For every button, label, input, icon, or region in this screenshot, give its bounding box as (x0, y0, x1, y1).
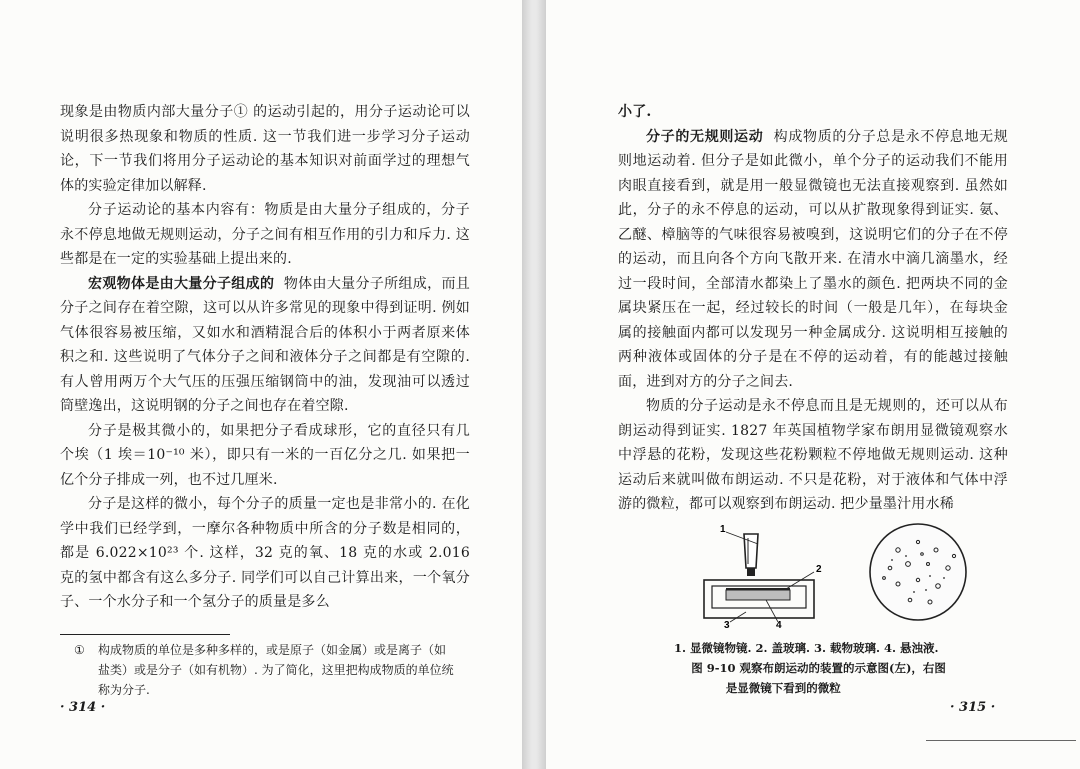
scan-artifact-line (926, 740, 1076, 741)
left-paragraph-2: 分子运动论的基本内容有：物质是由大量分子组成的，分子永不停息地做无规则运动，分子之间有相互作用的引力和斥力. 这些都是在一定的实验基础上提出来的. (60, 202, 470, 267)
footnote-text: 构成物质的单位是多种多样的，或是原子（如金属）或是离子（如盐类）或是分子（如有机物）. 为了简化，这里把构成物质的单位统称为分子. (98, 643, 454, 697)
figure-label-1: 1 (720, 524, 726, 535)
page-number-right: · 315 · (950, 700, 996, 715)
caption-continuation: 是显微镜下看到的微粒 (725, 681, 841, 695)
left-page (0, 0, 522, 769)
left-text-column (60, 100, 470, 615)
figure-caption (674, 638, 994, 698)
heading-random-motion: 分子的无规则运动 (646, 128, 764, 145)
footnote-divider (60, 634, 230, 635)
right-paragraph-1: 小了. (618, 104, 652, 120)
heading-macro-objects: 宏观物体是由大量分子组成的 (88, 275, 275, 292)
right-paragraph-2-body: 构成物质的分子总是永不停息地无规则地运动着. 但分子是如此微小，单个分子的运动我们不能用肉眼直接看到，就是用一般显微镜也无法直接观察到. 虽然如此，分子的永不停息的运动，可以从扩散现象得到证实. 氨、乙醚、樟脑等的气味很容易被嗅到，这说明它们的分子在不停的运动，而且向各个方向飞散开来. 在清水中滴几滴墨水，经过一段时间，全部清水都染上了墨水的颜色. 把两块不同的金属块紧压在一起，经过较长的时间（一般是几年），在每块金属的接触面内都可以发现另一种金属成分. 这说明相互接触的两种液体或固体的分子是在不停的运动着，有的能越过接触面，进到对方的分子之间去. (618, 128, 1008, 390)
microscope-view-circle (870, 524, 966, 620)
figure-9-10 (686, 520, 986, 630)
figure-label-3: 3 (724, 620, 730, 630)
footnote-mark: ① (74, 643, 85, 657)
book-gutter (522, 0, 546, 769)
caption-parts: 1. 显微镜物镜. 2. 盖玻璃. 3. 载物玻璃. 4. 悬浊液. (674, 641, 939, 655)
left-paragraph-3-body: 物体由大量分子所组成，而且分子之间存在着空隙，这可以从许多常见的现象中得到证明. 例如气体很容易被压缩，又如水和酒精混合后的体积小于两者原来体积之和. 这些说明了气体分子之间和液体分子之间都是有空隙的. 有人曾用两万个大气压的压强压缩钢筒中的油，发现油可以透过筒壁逸出，这说明钢的分子之间也存在着空隙. (60, 275, 470, 414)
brownian-apparatus-diagram (686, 520, 986, 630)
microscope-objective-icon (744, 534, 758, 576)
slide-stage (704, 580, 814, 618)
figure-label-2: 2 (816, 564, 822, 575)
page-number-left: · 314 · (60, 700, 106, 715)
left-paragraph-1: 现象是由物质内部大量分子① 的运动引起的，用分子运动论可以说明很多热现象和物质的性质. 这一节我们进一步学习分子运动论，下一节我们将用分子运动论的基本知识对前面学过的理想气体的实验定律加以解释. (60, 104, 470, 194)
right-paragraph-2 (618, 125, 1008, 395)
left-paragraph-5: 分子是这样的微小，每个分子的质量一定也是非常小的. 在化学中我们已经学到，一摩尔各种物质中所含的分子数是相同的，都是 6.022×10²³ 个. 这样，32 克的氧、18 克的水或 2.016 克的氢中都含有这么多分子. 同学们可以自己计算出来，一个氧分子、一个水分子和一个氢分子的质量是多么 (60, 496, 470, 610)
right-text-column (618, 100, 1008, 517)
right-page (546, 0, 1080, 769)
right-paragraph-3: 物质的分子运动是永不停息而且是无规则的，还可以从布朗运动得到证实. 1827 年英国植物学家布朗用显微镜观察水中浮悬的花粉，发现这些花粉颗粒不停地做无规则运动. 这种运动后来就叫做布朗运动. 不只是花粉，对于液体和气体中浮游的微粒，都可以观察到布朗运动. 把少量墨汁用水稀 (618, 398, 1008, 512)
footnote (74, 640, 454, 700)
left-paragraph-3 (60, 272, 470, 419)
left-paragraph-4: 分子是极其微小的，如果把分子看成球形，它的直径只有几个埃（1 埃＝10⁻¹⁰ 米），即只有一米的一百亿分之几. 如果把一亿个分子排成一列，也不过几厘米. (60, 422, 470, 488)
caption-title: 图 9-10 观察布朗运动的装置的示意图(左)，右图 (691, 661, 946, 675)
figure-label-4: 4 (776, 620, 782, 630)
